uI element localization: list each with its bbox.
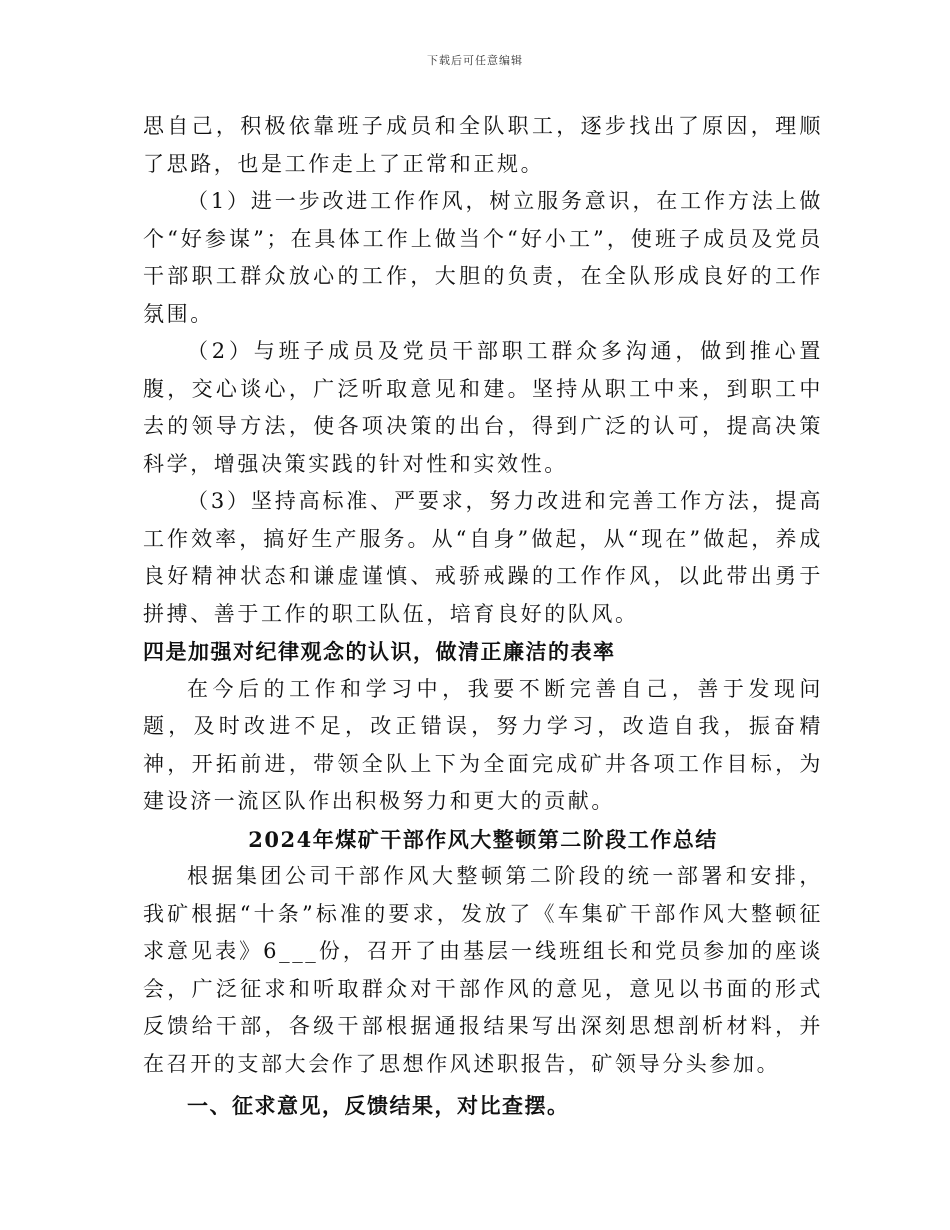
paragraph-6: 根据集团公司干部作风大整顿第二阶段的统一部署和安排，我矿根据“十条”标准的要求，发放了《车集矿干部作风大整顿征求意见表》6___份，召开了由基层一线班组长和党员参加的座谈会，广泛征求和听取群众对干部作风的意见，意见以书面的形式反馈给干部，各级干部根据通报结果写出深刻思想剖析材料，并在召开的支部大会作了思想作风述职报告，矿领导分头参加。 (143, 864, 823, 1076)
page-header: 下载后可任意编辑 (427, 54, 523, 67)
paragraph-5: 在今后的工作和学习中，我要不断完善自己，善于发现问题，及时改进不足，改正错误，努力学习，改造自我，振奋精神，开拓前进，带领全队上下为全面完成矿井各项工作目标，为建设济一流区队作出积极努力和更大的贡献。 (143, 676, 823, 813)
section-heading-1: 一、征求意见，反馈结果，对比查摆。 (187, 1093, 570, 1118)
paragraph-4: （3）坚持高标准、严要求，努力改进和完善工作方法，提高工作效率，搞好生产服务。从“自身”做起，从“现在”做起，养成良好精神状态和谦虚谨慎、戒骄戒躁的工作作风，以此带出勇于拼搏、善于工作的职工队伍，培育良好的队风。 (143, 489, 823, 626)
paragraph-2: （1）进一步改进工作作风，树立服务意识，在工作方法上做个“好参谋”；在具体工作上做当个“好小工”，使班子成员及党员干部职工群众放心的工作，大胆的负责，在全队形成良好的工作氛围。 (143, 189, 823, 326)
section-heading-4: 四是加强对纪律观念的认识，做清正廉洁的表率 (143, 639, 616, 664)
document-title: 2024年煤矿干部作风大整顿第二阶段工作总结 (248, 826, 718, 852)
document-body (143, 108, 823, 1125)
paragraph-1: 思自己，积极依靠班子成员和全队职工，逐步找出了原因，理顺了思路，也是工作走上了正常和正规。 (143, 114, 823, 176)
paragraph-3: （2）与班子成员及党员干部职工群众多沟通，做到推心置腹，交心谈心，广泛听取意见和建。坚持从职工中来，到职工中去的领导方法，使各项决策的出台，得到广泛的认可，提高决策科学，增强决策实践的针对性和实效性。 (143, 339, 823, 476)
